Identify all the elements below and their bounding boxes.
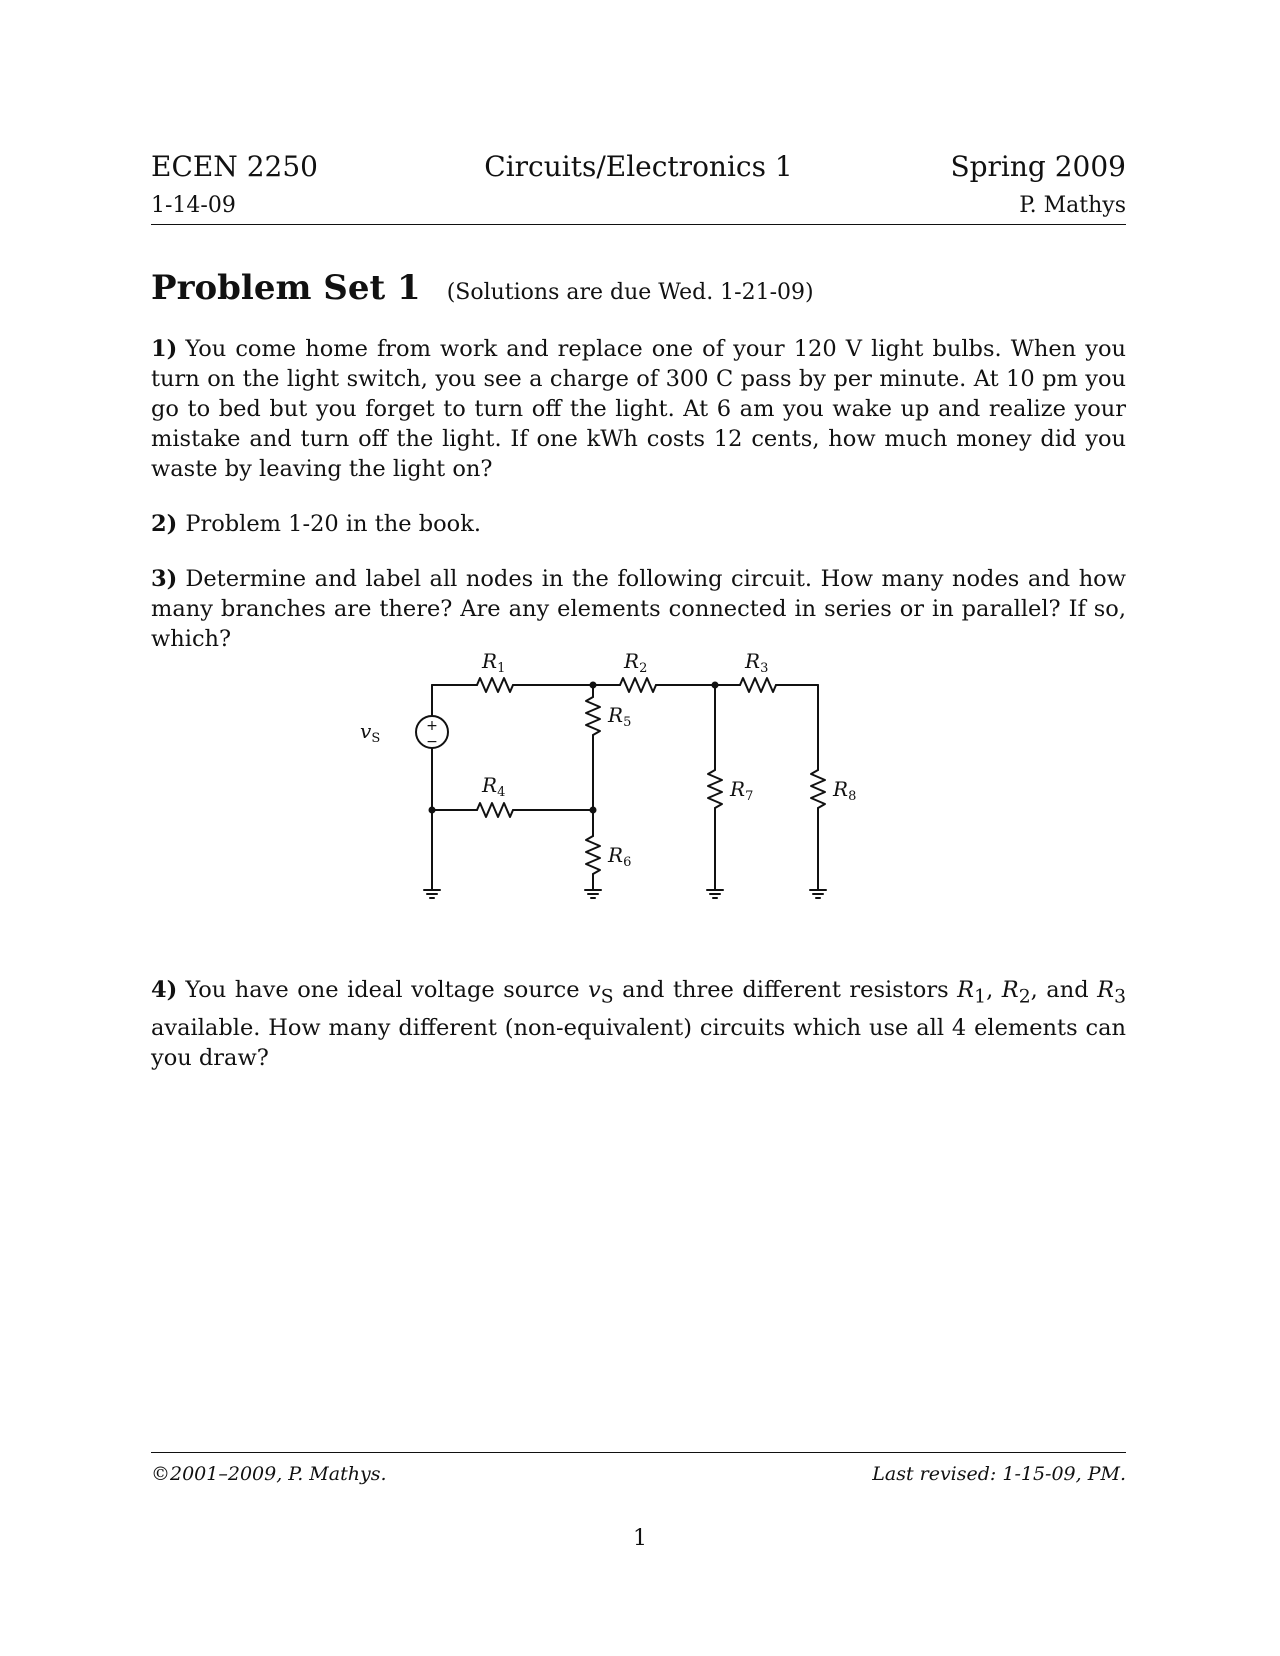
ground-symbol xyxy=(707,890,723,898)
label-r5: $R_5$ xyxy=(608,703,632,730)
label-r2: $R_2$ xyxy=(624,649,648,676)
footer-rule xyxy=(151,1452,1126,1453)
var-r1: R xyxy=(957,977,975,1003)
footer xyxy=(151,1463,1126,1485)
node-dot xyxy=(712,682,719,689)
ground-symbol xyxy=(810,890,826,898)
var-r1-sub: 1 xyxy=(974,986,987,1008)
problem-1 xyxy=(151,334,1126,484)
ground-symbol xyxy=(585,890,601,898)
node-dot xyxy=(590,682,597,689)
page-number: 1 xyxy=(633,1526,647,1551)
node-dot xyxy=(590,807,597,814)
resistor-r3 xyxy=(740,678,776,692)
problem-4 xyxy=(151,975,1126,1073)
circuit-diagram xyxy=(360,640,920,930)
var-r2-sub: 2 xyxy=(1018,986,1031,1008)
problem-text: Determine and label all nodes in the following circuit. How many nodes and how many branches are there? Are any elements connected in series or in parallel? If so, which? xyxy=(151,566,1126,652)
label-vs: $v_S$ xyxy=(360,719,381,746)
problem-text: available. How many different (non-equivalent) circuits which use all 4 elements can you draw? xyxy=(151,1014,1126,1071)
resistor-r4 xyxy=(477,803,513,817)
source-plus: + xyxy=(426,718,438,734)
problem-number: 4) xyxy=(151,977,178,1003)
problem-number: 3) xyxy=(151,566,178,592)
var-r3: R xyxy=(1097,977,1115,1003)
problem-number: 1) xyxy=(151,336,178,362)
var-r3-sub: 3 xyxy=(1114,986,1127,1008)
problem-number: 2) xyxy=(151,511,178,537)
node-dot xyxy=(429,807,436,814)
resistor-r1 xyxy=(477,678,513,692)
header-rule xyxy=(151,224,1126,225)
due-note: (Solutions are due Wed. 1-21-09) xyxy=(446,280,814,305)
source-minus: − xyxy=(426,734,438,750)
last-revised: Last revised: 1-15-09, PM. xyxy=(872,1463,1126,1485)
separator: , xyxy=(986,977,1002,1003)
header-row-top xyxy=(151,150,1126,183)
title-row xyxy=(151,268,1126,308)
resistor-r7 xyxy=(708,770,722,808)
resistor-r5 xyxy=(586,697,600,735)
label-r7: $R_7$ xyxy=(730,777,754,804)
course-term: Spring 2009 xyxy=(950,150,1126,183)
var-vs-sub: S xyxy=(600,986,614,1008)
label-r3: $R_3$ xyxy=(745,649,769,676)
ground-symbol xyxy=(424,890,440,898)
resistor-r6-zigzag xyxy=(586,836,600,874)
problem-2 xyxy=(151,509,1126,539)
problem-text: and three different resistors xyxy=(613,977,958,1003)
var-vs: v xyxy=(588,977,601,1003)
author: P. Mathys xyxy=(1019,193,1126,218)
var-r2: R xyxy=(1001,977,1019,1003)
problem-text: You have one ideal voltage source xyxy=(185,977,589,1003)
course-code: ECEN 2250 xyxy=(151,150,318,183)
label-r8: $R_8$ xyxy=(833,777,857,804)
header-row-bottom xyxy=(151,193,1126,218)
issue-date: 1-14-09 xyxy=(151,193,236,218)
resistor-r2 xyxy=(620,678,656,692)
copyright: ©2001–2009, P. Mathys. xyxy=(151,1463,387,1485)
label-r6: $R_6$ xyxy=(608,843,632,870)
page-title: Problem Set 1 xyxy=(151,268,421,308)
label-r1: $R_1$ xyxy=(482,649,506,676)
problem-text: Problem 1-20 in the book. xyxy=(185,511,481,537)
resistor-r8 xyxy=(811,770,825,808)
course-subject: Circuits/Electronics 1 xyxy=(484,150,793,183)
label-r4: $R_4$ xyxy=(482,773,506,800)
problem-text: You come home from work and replace one of your 120 V light bulbs. When you turn on the light switch, you see a charge of 300 C pass by per minute. At 10 pm you go to bed but you forget to turn off the light. At 6 am you wake up and realize your mistake and turn off the light. If one kWh costs 12 cents, how much money did you waste by leaving the light on? xyxy=(151,336,1126,482)
separator: , and xyxy=(1030,977,1098,1003)
